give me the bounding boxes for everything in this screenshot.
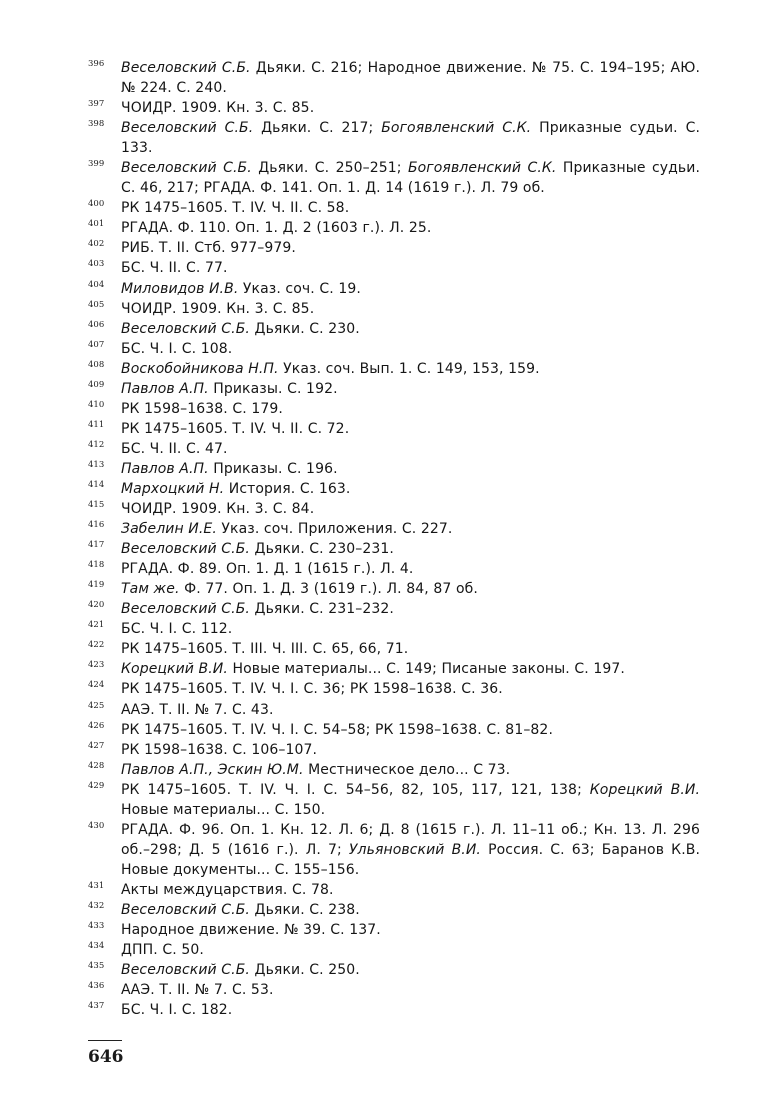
footnote [88,740,700,760]
footnote-author: Павлов А.П. [121,380,209,397]
footnote [88,679,700,699]
footnote-reference: РГАДА. Ф. 96. Оп. 1. Кн. 12. Л. 6; Д. 8 (1615 г.). Л. 11–11 об.; Кн. 13. Л. 296 об.–298; Д. 5 (1616 г.). Л. 7; [121,821,700,858]
footnote-reference: РК 1475–1605. Т. IV. Ч. II. С. 58. [121,200,350,217]
footnote-number: 434 [88,941,105,952]
footnote-number: 426 [88,720,105,731]
footnote-reference: БС. Ч. I. С. 182. [121,1002,233,1019]
footnote-number: 410 [88,399,105,410]
footnote [88,960,700,980]
footnote-reference: БС. Ч. II. С. 77. [121,260,228,277]
footnote [88,379,700,399]
footnote-text [121,900,700,920]
footnote [88,419,700,439]
footnote [88,439,700,459]
footnote-reference: РК 1475–1605. Т. IV. Ч. I. С. 54–56, 82, 105, 117, 121, 138; [121,781,590,798]
footnote-reference: Указ. соч. С. 19. [238,280,361,297]
footnote-text [121,579,700,599]
footnote-number: 417 [88,540,105,551]
footnote [88,98,700,118]
footnote-number: 402 [88,239,105,250]
footnote-number: 408 [88,359,105,370]
footnote-text [121,980,700,1000]
footnote [88,258,700,278]
footnote-number: 411 [88,419,105,430]
footnote-text [121,679,700,699]
footnote-number: 416 [88,520,105,531]
footnote [88,339,700,359]
footnote-author: Забелин И.Е. [121,521,217,538]
footnote-text [121,299,700,319]
footnote [88,700,700,720]
footnote-author: Веселовский С.Б. [121,320,250,337]
footnote-number: 398 [88,119,105,130]
footnote-text [121,940,700,960]
footnote-text [121,659,700,679]
footnote-text [121,619,700,639]
footnote-text [121,98,700,118]
footnote-text [121,339,700,359]
footnote-number: 437 [88,1001,105,1012]
footnote-text [121,459,700,479]
footnote-number: 431 [88,880,105,891]
footnote-reference: Местническое дело... С 73. [303,761,511,778]
footnote-text [121,700,700,720]
footnote-number: 415 [88,500,105,511]
footnote [88,479,700,499]
footnote [88,880,700,900]
footnote-text [121,218,700,238]
footnote [88,579,700,599]
footnote-reference: История. С. 163. [224,480,351,497]
page-number-rule [88,1040,122,1041]
footnote [88,980,700,1000]
footnote-author: Корецкий В.И. [121,661,228,678]
footnote-text [121,639,700,659]
footnote [88,659,700,679]
footnote-text [121,760,700,780]
footnote-number: 404 [88,279,105,290]
footnote-reference: Указ. соч. Приложения. С. 227. [216,521,453,538]
footnote-text [121,359,700,379]
footnote-text [121,439,700,459]
footnote-number: 423 [88,660,105,671]
footnote-number: 405 [88,299,105,310]
footnote-text [121,920,700,940]
footnote-reference: РК 1475–1605. Т. IV. Ч. I. С. 54–58; РК 1598–1638. С. 81–82. [121,721,553,738]
footnote-number: 421 [88,620,105,631]
footnote-reference: РИБ. Т. II. Стб. 977–979. [121,240,296,257]
footnote-reference: Дьяки. С. 238. [249,901,360,918]
footnote-reference: ДПП. С. 50. [121,942,204,959]
footnote-text [121,238,700,258]
footnote-reference: Приказы. С. 196. [208,460,338,477]
footnote-text [121,599,700,619]
footnote-reference: Новые материалы... С. 150. [121,801,326,818]
footnote-text [121,539,700,559]
footnote-number: 403 [88,259,105,270]
footnote-reference: ААЭ. Т. II. № 7. С. 43. [121,701,274,718]
footnote [88,1000,700,1020]
footnote [88,820,700,880]
footnote-number: 418 [88,560,105,571]
footnote-reference: БС. Ч. II. С. 47. [121,440,228,457]
footnote-text [121,740,700,760]
footnote-reference: Дьяки. С. 230. [249,320,360,337]
footnote-text [121,399,700,419]
footnote [88,559,700,579]
footnote-author: Веселовский С.Б. [121,120,254,137]
footnote-reference: БС. Ч. I. С. 108. [121,340,233,357]
footnote-text [121,1000,700,1020]
footnote-reference: Указ. соч. Вып. 1. С. 149, 153, 159. [278,360,540,377]
footnote-number: 413 [88,459,105,470]
footnote [88,319,700,339]
footnote-number: 399 [88,159,105,170]
footnote-reference: Новые материалы... С. 149; Писаные законы. С. 197. [227,661,625,678]
footnote-text [121,880,700,900]
footnote-reference: РГАДА. Ф. 110. Оп. 1. Д. 2 (1603 г.). Л. 25. [121,220,432,237]
footnote [88,760,700,780]
footnote-number: 432 [88,900,105,911]
footnote-author: Веселовский С.Б. [121,601,250,618]
footnote-number: 436 [88,981,105,992]
footnote-text [121,479,700,499]
footnote-reference: Ф. 77. Оп. 1. Д. 3 (1619 г.). Л. 84, 87 об. [179,581,478,598]
footnote [88,58,700,98]
footnote-author: Богоявленский С.К. [381,120,532,137]
footnote [88,940,700,960]
footnote-author: Ульяновский В.И. [348,841,481,858]
footnote-author: Веселовский С.Б. [121,901,250,918]
footnote-reference: ААЭ. Т. II. № 7. С. 53. [121,982,274,999]
footnote [88,279,700,299]
footnote-number: 407 [88,339,105,350]
footnote [88,599,700,619]
footnote [88,218,700,238]
footnotes-list [88,58,700,1020]
footnote [88,720,700,740]
footnote-number: 406 [88,319,105,330]
footnote-reference: Дьяки. С. 250. [249,962,360,979]
footnote-number: 425 [88,700,105,711]
footnote-number: 424 [88,680,105,691]
footnote-reference: Приказы. С. 192. [208,380,338,397]
footnote-number: 414 [88,479,105,490]
footnote [88,359,700,379]
footnote-author: Миловидов И.В. [121,280,239,297]
footnote-number: 396 [88,59,105,69]
footnote-text [121,960,700,980]
footnote-reference: Дьяки. С. 231–232. [249,601,394,618]
footnote-number: 428 [88,760,105,771]
footnote-author: Там же. [121,581,180,598]
footnote-text [121,118,700,158]
footnote-reference: ЧОИДР. 1909. Кн. 3. С. 84. [121,501,315,518]
footnote-author: Мархоцкий Н. [121,480,225,497]
footnote-reference: РК 1475–1605. Т. III. Ч. III. С. 65, 66, 71. [121,641,409,658]
footnote-reference: Акты междуцарствия. С. 78. [121,881,334,898]
footnote [88,299,700,319]
footnote [88,780,700,820]
footnote-number: 427 [88,740,105,751]
footnote-reference: РК 1475–1605. Т. IV. Ч. I. С. 36; РК 1598–1638. С. 36. [121,681,503,698]
footnote [88,619,700,639]
footnote-reference: БС. Ч. I. С. 112. [121,621,233,638]
footnote [88,198,700,218]
footnote-author: Богоявленский С.К. [407,160,557,177]
footnote-reference: Дьяки. С. 216; Народное движение. № 75. С. 194–195; АЮ. № 224. С. 240. [121,60,700,97]
footnote [88,499,700,519]
footnote-number: 420 [88,600,105,611]
footnote-text [121,279,700,299]
footnote-author: Павлов А.П., Эскин Ю.М. [121,761,304,778]
footnote-number: 433 [88,921,105,932]
footnote-author: Воскобойникова Н.П. [121,360,279,377]
footnote [88,459,700,479]
footnote-number: 400 [88,199,105,210]
footnote-text [121,198,700,218]
footnote-reference: Дьяки. С. 230–231. [249,541,394,558]
footnote-author: Веселовский С.Б. [121,541,250,558]
footnote-reference: Приказные судьи. С. 46, 217; РГАДА. Ф. 141. Оп. 1. Д. 14 (1619 г.). Л. 79 об. [121,160,700,197]
footnote [88,539,700,559]
footnote-reference: Приказные судьи. С. 133. [121,120,700,157]
footnote-reference: РГАДА. Ф. 89. Оп. 1. Д. 1 (1615 г.). Л. 4. [121,561,414,578]
footnote-reference: Дьяки. С. 250–251; [251,160,408,177]
footnote-number: 397 [88,99,105,110]
footnote-number: 430 [88,820,105,831]
footnote-text [121,499,700,519]
footnote-text [121,319,700,339]
footnote-author: Корецкий В.И. [589,781,701,798]
page-number: 646 [88,1047,124,1067]
footnote [88,118,700,158]
footnote-number: 422 [88,640,105,651]
footnote-author: Веселовский С.Б. [121,160,252,177]
footnote [88,399,700,419]
footnote [88,519,700,539]
footnote-reference: ЧОИДР. 1909. Кн. 3. С. 85. [121,300,315,317]
footnote-number: 401 [88,219,105,230]
footnote-text [121,379,700,399]
footnote-reference: РК 1598–1638. С. 106–107. [121,741,318,758]
footnote-text [121,780,700,820]
footnote [88,238,700,258]
footnote [88,158,700,198]
footnote [88,639,700,659]
footnote [88,920,700,940]
footnote-number: 412 [88,439,105,450]
footnote-author: Веселовский С.Б. [121,60,251,76]
footnote-reference: Дьяки. С. 217; [253,120,382,137]
footnote-author: Веселовский С.Б. [121,962,250,979]
footnote-text [121,58,700,98]
footnote-text [121,258,700,278]
footnote-text [121,820,700,880]
footnote-reference: Народное движение. № 39. С. 137. [121,922,381,939]
footnote-reference: ЧОИДР. 1909. Кн. 3. С. 85. [121,100,315,117]
footnote-text [121,158,700,198]
footnote-number: 419 [88,580,105,591]
footnote-number: 429 [88,780,105,791]
footnote [88,900,700,920]
footnote-reference: РК 1598–1638. С. 179. [121,400,283,417]
footnote-reference: Россия. С. 63; Баранов К.В. Новые документы... С. 155–156. [121,841,700,878]
footnote-text [121,519,700,539]
footnote-reference: РК 1475–1605. Т. IV. Ч. II. С. 72. [121,420,350,437]
footnote-text [121,419,700,439]
footnote-text [121,559,700,579]
footnote-author: Павлов А.П. [121,460,209,477]
footnote-text [121,720,700,740]
footnote-number: 409 [88,379,105,390]
footnote-number: 435 [88,961,105,972]
